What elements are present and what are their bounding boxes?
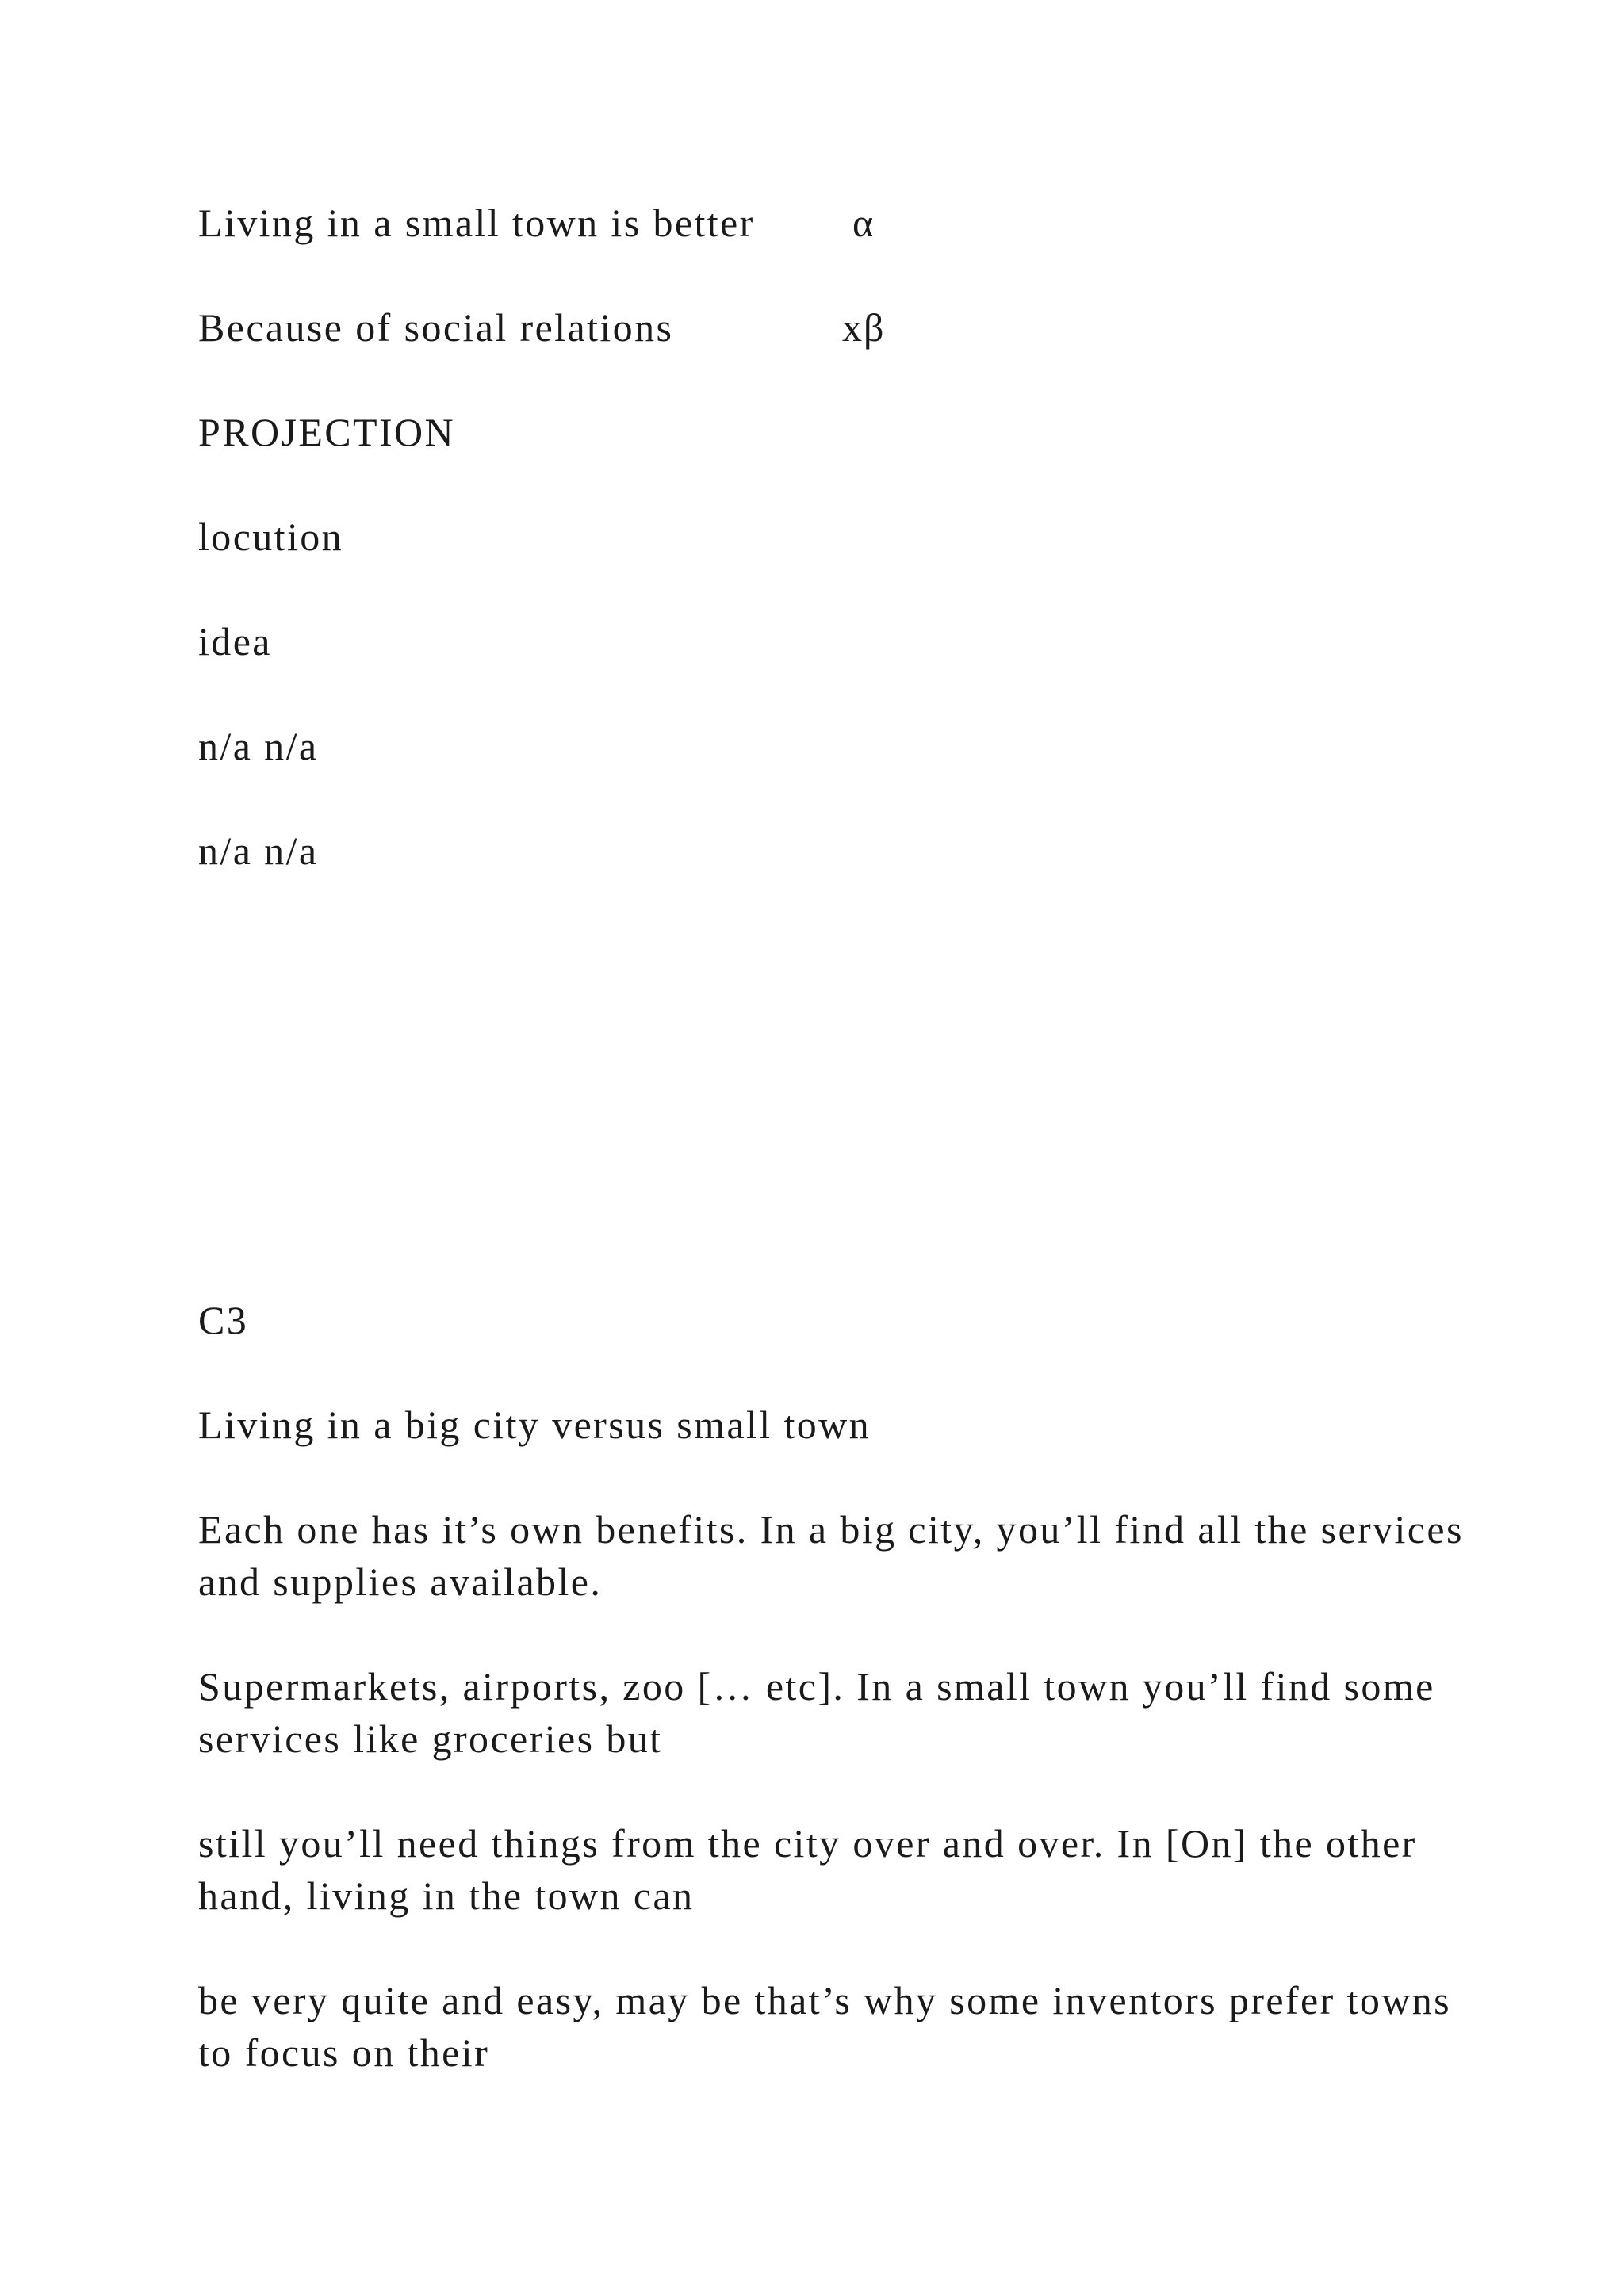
na-row-2: n/a n/a: [198, 828, 319, 873]
clause-xbeta-text: Because of social relations: [198, 305, 674, 350]
essay-code: C3: [198, 1298, 249, 1342]
essay-title: Living in a big city versus small town: [198, 1402, 871, 1447]
alpha-symbol: α: [852, 201, 875, 245]
projection-label: PROJECTION: [198, 410, 456, 454]
essay-paragraph: Each one has it’s own benefits. In a big city, you’ll find all the services and supplies available.: [198, 1507, 1464, 1604]
na-row-1: n/a n/a: [198, 724, 319, 768]
essay-paragraph: be very quite and easy, may be that’s why some inventors prefer towns to focus on their: [198, 1978, 1452, 2075]
clause-alpha-text: Living in a small town is better: [198, 201, 755, 245]
essay-paragraph: Supermarkets, airports, zoo [… etc]. In a small town you’ll find some services like groceries but: [198, 1664, 1435, 1761]
locution-label: locution: [198, 515, 344, 559]
xbeta-symbol: xβ: [842, 305, 886, 350]
idea-label: idea: [198, 619, 272, 664]
essay-paragraph: still you’ll need things from the city over and over. In [On] the other hand, living in the town can: [198, 1821, 1417, 1918]
